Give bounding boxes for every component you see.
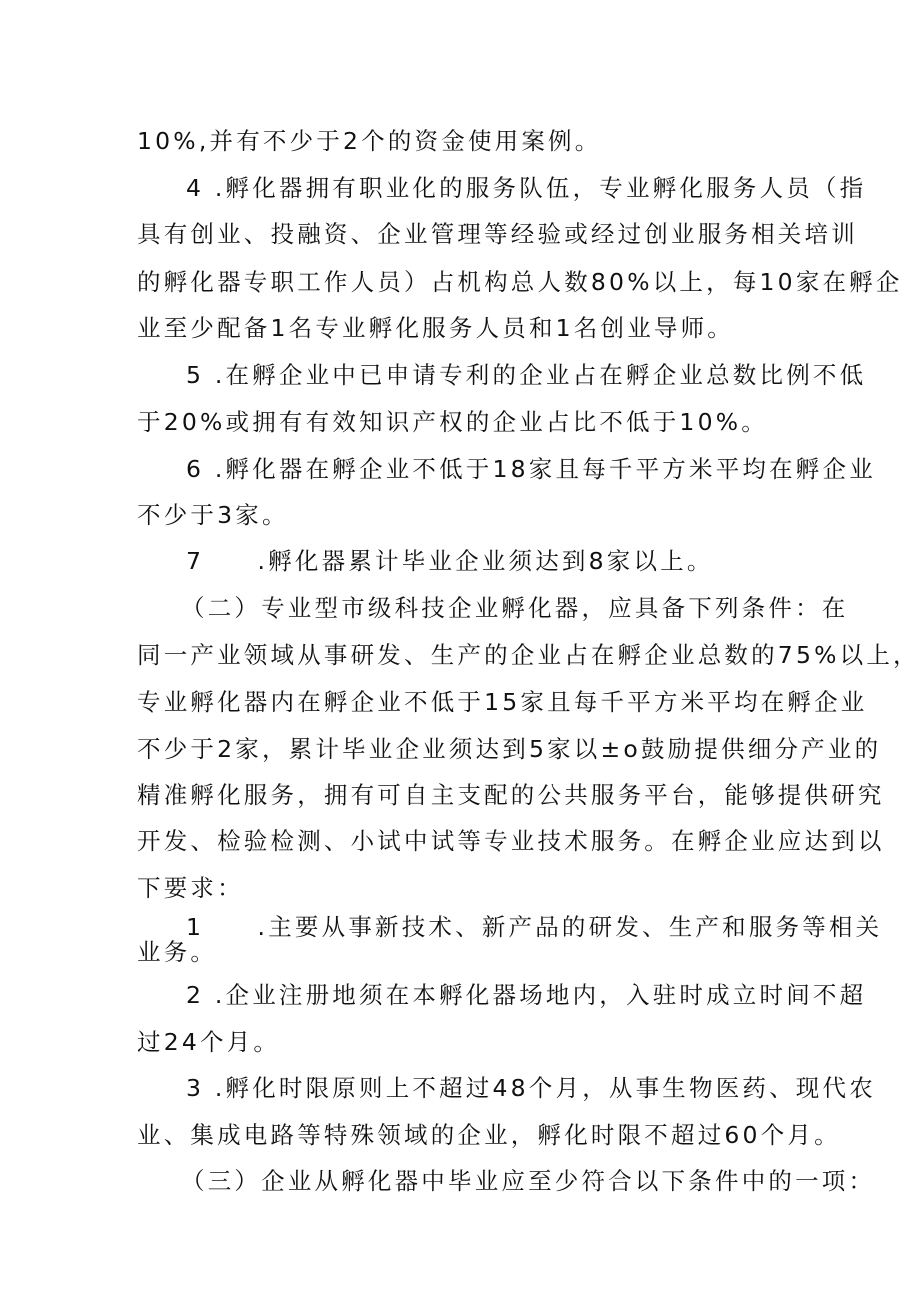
text-line: 业务。 <box>137 938 218 966</box>
text-line: 同一产业领域从事研发、生产的企业占在孵企业总数的75%以上， <box>137 641 920 669</box>
text-line: 4 .孵化器拥有职业化的服务队伍，专业孵化服务人员（指 <box>186 174 867 202</box>
text-line: 2 .企业注册地须在本孵化器场地内，入驻时成立时间不超 <box>186 981 867 1009</box>
text-line: 7 .孵化器累计毕业企业须达到8家以上。 <box>186 547 714 575</box>
text-line: 的孵化器专职工作人员）占机构总人数80%以上，每10家在孵企 <box>137 268 903 296</box>
text-line: 专业孵化器内在孵企业不低于15家且每千平方米平均在孵企业 <box>137 688 868 716</box>
text-line: 不少于3家。 <box>137 501 289 529</box>
text-line: 具有创业、投融资、企业管理等经验或经过创业服务相关培训 <box>137 220 858 248</box>
text-line: 不少于2家，累计毕业企业须达到5家以±o鼓励提供细分产业的 <box>137 735 882 763</box>
text-line: 业、集成电路等特殊领域的企业，孵化时限不超过60个月。 <box>137 1121 841 1149</box>
text-line: 过24个月。 <box>137 1028 281 1056</box>
text-line: 3 .孵化时限原则上不超过48个月，从事生物医药、现代农 <box>186 1074 876 1102</box>
text-line: 业至少配备1名专业孵化服务人员和1名创业导师。 <box>137 314 735 342</box>
text-line: 开发、检验检测、小试中试等专业技术服务。在孵企业应达到以 <box>137 827 885 855</box>
text-line: 1 .主要从事新技术、新产品的研发、生产和服务等相关 <box>186 913 883 941</box>
text-line: 下要求： <box>137 874 244 902</box>
text-line: 6 .孵化器在孵企业不低于18家且每千平方米平均在孵企业 <box>186 455 876 483</box>
text-line: （三）企业从孵化器中毕业应至少符合以下条件中的一项： <box>181 1167 876 1195</box>
text-line: 5 .在孵企业中已申请专利的企业占在孵企业总数比例不低 <box>186 361 867 389</box>
text-line: 10%,并有不少于2个的资金使用案例。 <box>137 127 602 155</box>
text-line: 于20%或拥有有效知识产权的企业占比不低于10%。 <box>137 408 768 436</box>
text-line: （二）专业型市级科技企业孵化器，应具备下列条件：在 <box>181 594 849 622</box>
text-line: 精准孵化服务，拥有可自主支配的公共服务平台，能够提供研究 <box>137 781 885 809</box>
